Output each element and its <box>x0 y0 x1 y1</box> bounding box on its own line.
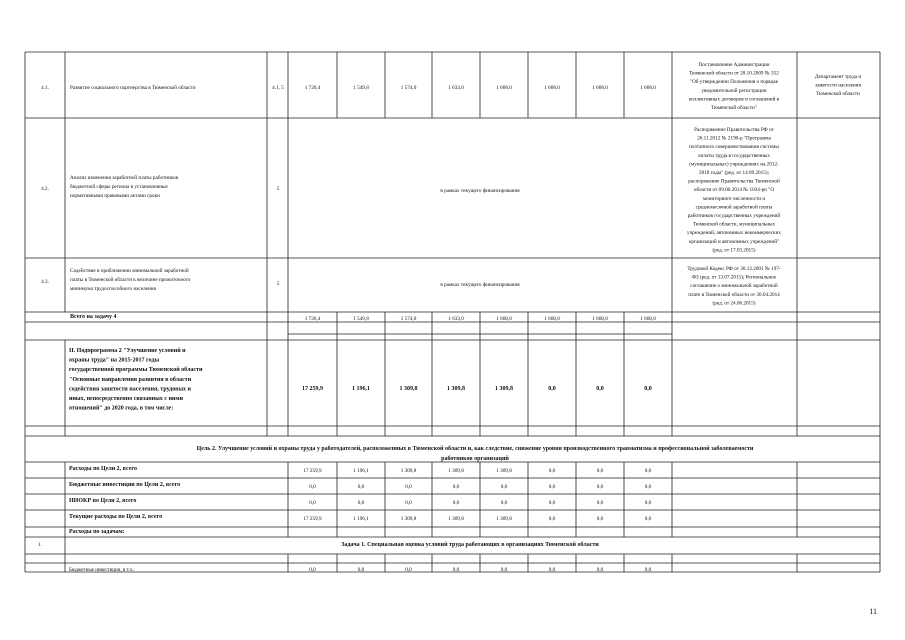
value-cell: 1 196,1 <box>352 386 370 392</box>
value-cell: 0,0 <box>596 484 604 490</box>
legal-basis: Тюменской области" <box>711 105 757 111</box>
value-cell: 1 309,8 <box>448 468 464 474</box>
value-cell: 1 668,0 <box>640 85 656 91</box>
legal-basis: уведомительной регистрации <box>701 87 767 94</box>
value-cell: 1 549,8 <box>353 85 369 91</box>
value-cell: 0,0 <box>405 567 412 573</box>
value-cell: 17 259,9 <box>303 516 322 522</box>
value-cell: 0,0 <box>596 468 604 474</box>
value-cell: 1 668,0 <box>544 316 560 322</box>
executor: Тюменской области <box>816 91 860 98</box>
row-name: Анализ изменения заработной платы работников <box>70 175 179 181</box>
row-number: 4.3. <box>41 279 49 285</box>
value-cell: 1 309,8 <box>496 468 512 474</box>
value-cell: 0,0 <box>357 567 365 573</box>
legal-basis: 26.11.2012 № 2190-р "Программа <box>697 135 771 142</box>
legal-basis: оплаты труда в государственных <box>698 152 770 159</box>
legal-basis: (муниципальных) учреждениях на 2012- <box>689 161 779 168</box>
finance-label: Бюджетные инвестиции, в т.ч.: <box>69 568 135 573</box>
row-name: Развитие социального партнерства в Тюменской области <box>70 85 196 91</box>
subprogram-title: "Основные направления развития в области <box>69 376 192 383</box>
value-cell: 0,0 <box>309 500 316 506</box>
legal-basis: среднемесячной заработной платы <box>695 204 773 211</box>
merged-finance-note: в рамках текущего финансирования <box>440 188 520 194</box>
value-cell: 0,0 <box>309 484 316 490</box>
legal-basis: (ред. от 24.06.2015) <box>712 300 756 307</box>
subprogram-title: охраны труда" на 2015-2017 годы <box>69 357 160 364</box>
legal-basis: учреждений, автономных некоммерческих <box>686 230 782 237</box>
subprogram-title: II. Подпрограмма 2 "Улучшение условий и <box>69 348 186 354</box>
value-cell: 1 668,0 <box>592 316 608 322</box>
row-name: минимума трудоспособного населения <box>70 286 156 292</box>
subprogram-title: содействия занятости населения, трудовых и <box>69 386 191 393</box>
legal-basis: (ред. от 17.03.2015) <box>712 247 756 254</box>
value-cell: 0,0 <box>500 567 508 573</box>
value-cell: 0,0 <box>452 500 460 506</box>
row-ref: 4.1, 5 <box>272 85 284 91</box>
value-cell: 1 309,8 <box>495 386 513 392</box>
value-cell: 1 726,4 <box>304 85 321 91</box>
executor: занятости населения <box>815 82 861 89</box>
subprogram-title: отношений" до 2020 года, в том числе: <box>69 405 174 412</box>
row-name: бюджетной сферы региона в установленные <box>70 184 168 190</box>
legal-basis: "Об утверждении Положения о порядке <box>689 79 779 86</box>
value-cell: 0,0 <box>405 500 412 506</box>
executor: Департамент труда и <box>814 74 862 80</box>
value-cell: 0,0 <box>548 468 556 474</box>
legal-basis: Трудовой Кодекс РФ от 30.12.2001 № 197- <box>687 266 781 272</box>
value-cell: 0,0 <box>548 386 556 392</box>
value-cell: 1 549,8 <box>353 316 369 322</box>
finance-label: Бюджетные инвестиции по Цели 2, всего <box>69 482 181 488</box>
legal-basis: распоряжение Правительства Тюменской <box>688 178 780 185</box>
value-cell: 1 309,8 <box>400 468 417 474</box>
value-cell: 0,0 <box>405 484 412 490</box>
value-cell: 0,0 <box>644 500 652 506</box>
value-cell: 0,0 <box>548 516 556 522</box>
legal-basis: мониторинге численности и <box>702 195 766 202</box>
value-cell: 0,0 <box>452 567 460 573</box>
task-title: Задача 1. Специальная оценка условий труда работающих в организациях Тюменской области <box>341 542 599 548</box>
value-cell: 1 196,1 <box>353 468 369 474</box>
value-cell: 1 668,0 <box>496 85 512 91</box>
value-cell: 1 309,8 <box>400 516 417 522</box>
legal-basis: Распоряжение Правительства РФ от <box>694 127 774 133</box>
legal-basis: соглашение о минимальной заработной <box>690 283 778 290</box>
goal-title: работников организаций <box>441 456 509 462</box>
value-cell: 1 668,0 <box>496 316 512 322</box>
subprogram-title: государственной программы Тюменской области <box>69 367 203 374</box>
row-number: 4.2. <box>41 186 49 192</box>
legal-basis: ФЗ (ред. от 13.07.2015); Региональное <box>691 274 777 281</box>
value-cell: 1 668,0 <box>640 316 656 322</box>
value-cell: 0,0 <box>500 500 508 506</box>
value-cell: 1 633,0 <box>448 316 464 322</box>
row-ref: 5 <box>276 281 280 287</box>
value-cell: 0,0 <box>548 567 556 573</box>
legal-basis: Постановление Администрации <box>698 62 770 68</box>
value-cell: 0,0 <box>357 500 365 506</box>
value-cell: 1 309,8 <box>496 516 512 522</box>
merged-finance-note: в рамках текущего финансирования <box>440 282 520 288</box>
legal-basis: организаций и автономных учреждений" <box>688 238 780 245</box>
value-cell: 1 309,8 <box>447 386 465 392</box>
value-cell: 17 259,9 <box>303 468 322 474</box>
value-cell: 1 574,0 <box>400 85 417 91</box>
value-cell: 0,0 <box>357 484 365 490</box>
row-number: 4.1. <box>41 85 49 91</box>
finance-label: Расходы по Цели 2, всего <box>69 466 137 472</box>
legal-basis: поэтапного совершенствования системы <box>689 144 779 151</box>
value-cell: 1 668,0 <box>592 85 608 91</box>
value-cell: 0,0 <box>644 484 652 490</box>
legal-basis: плате в Тюменской области от 30.04.2014 <box>688 291 780 298</box>
value-cell: 1 196,1 <box>353 516 369 522</box>
value-cell: 0,0 <box>596 567 604 573</box>
table-text <box>38 62 861 573</box>
value-cell: 0,0 <box>309 567 316 573</box>
value-cell: 0,0 <box>548 484 556 490</box>
legal-basis: работников государственных учреждений <box>687 213 781 219</box>
value-cell: 0,0 <box>452 484 460 490</box>
page-number: 11 <box>869 607 877 616</box>
goal-title: Цель 2. Улучшение условий и охраны труда у работодателей, расположенных в Тюменской области и, как следствие, снижение уровня производственного травматизма и профессиональной заболеваемости <box>196 446 754 452</box>
value-cell: 1 574,0 <box>400 316 417 322</box>
value-cell: 0,0 <box>596 386 604 392</box>
legal-basis: 2018 годы" (ред. от 14.09.2015); <box>698 170 770 176</box>
tasks-label: Расходы по задачам: <box>69 529 125 535</box>
row-number: 1. <box>38 542 42 548</box>
value-cell: 0,0 <box>644 386 652 392</box>
value-cell: 0,0 <box>548 500 556 506</box>
row-name: нормативными правовыми актами сроки <box>70 193 160 199</box>
value-cell: 0,0 <box>644 516 652 522</box>
value-cell: 0,0 <box>500 484 508 490</box>
value-cell: 1 726,4 <box>304 316 321 322</box>
row-name: платы в Тюменской области к величине прожиточного <box>70 277 191 283</box>
finance-label: НИОКР по Цели 2, всего <box>69 498 137 504</box>
row-name: Содействие в приближении минимальной заработной <box>70 268 189 274</box>
row-ref: 5 <box>276 186 280 192</box>
value-cell: 0,0 <box>644 567 652 573</box>
legal-basis: области от 09.06.2014 № 1034-рп "О <box>693 187 775 194</box>
value-cell: 17 259,9 <box>302 386 323 392</box>
total-label: Всего на задачу 4 <box>70 314 117 320</box>
value-cell: 1 668,0 <box>544 85 560 91</box>
legal-basis: коллективных договоров и соглашений в <box>688 96 780 103</box>
finance-label: Текущие расходы по Цели 2, всего <box>69 514 163 520</box>
value-cell: 0,0 <box>596 500 604 506</box>
value-cell: 1 633,0 <box>448 85 464 91</box>
subprogram-title: иных, непосредственно связанных с ними <box>69 396 183 402</box>
legal-basis: Тюменской области, муниципальных <box>692 221 776 228</box>
value-cell: 1 309,8 <box>399 386 418 392</box>
value-cell: 1 309,8 <box>448 516 464 522</box>
value-cell: 0,0 <box>596 516 604 522</box>
legal-basis: Тюменской области от 28.10.2009 № 352 <box>689 70 779 77</box>
value-cell: 0,0 <box>644 468 652 474</box>
